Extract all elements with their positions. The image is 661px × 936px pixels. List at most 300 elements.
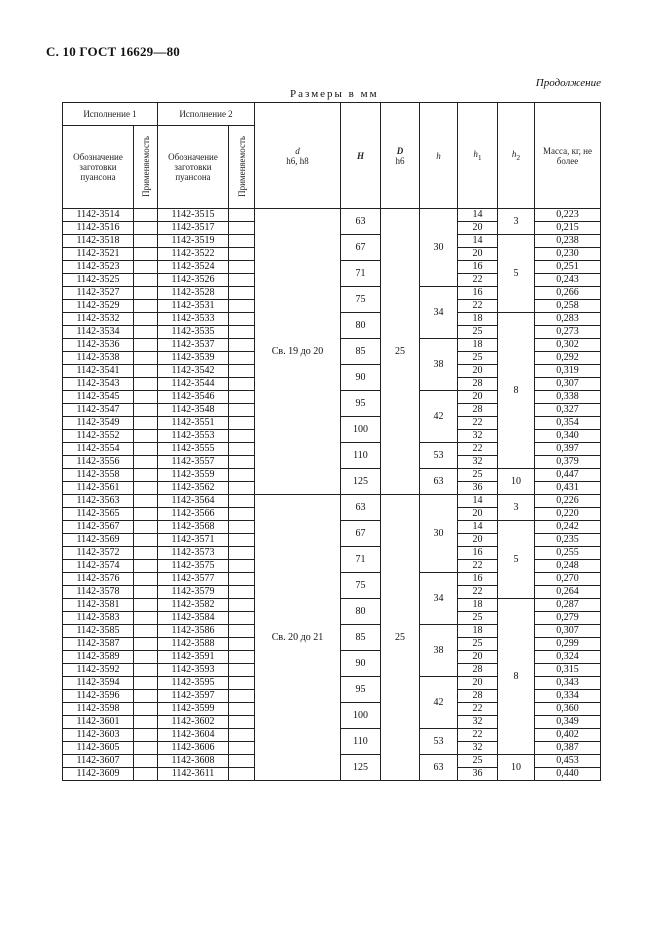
h-cell: 34	[420, 573, 458, 625]
applicability2-cell	[229, 664, 255, 677]
h1-cell: 16	[458, 287, 498, 300]
applicability1-cell	[134, 222, 158, 235]
h2-cell: 8	[498, 313, 535, 469]
h1-cell: 18	[458, 339, 498, 352]
designation2-header: Обозначение заготовки пуансона	[158, 126, 229, 209]
designation1-cell: 1142-3521	[63, 248, 134, 261]
designation1-header: Обозначение заготовки пуансона	[63, 126, 134, 209]
h-cell: 30	[420, 495, 458, 573]
applicability2-cell	[229, 248, 255, 261]
H-cell: 85	[341, 339, 381, 365]
designation1-cell: 1142-3587	[63, 638, 134, 651]
H-cell: 110	[341, 729, 381, 755]
page-header: С. 10 ГОСТ 16629—80	[46, 44, 180, 59]
designation1-cell: 1142-3567	[63, 521, 134, 534]
mass-cell: 0,273	[535, 326, 601, 339]
h2-header: $h_2$	[498, 103, 535, 209]
applicability1-cell	[134, 209, 158, 222]
h1-cell: 25	[458, 638, 498, 651]
H-cell: 110	[341, 443, 381, 469]
designation1-cell: 1142-3565	[63, 508, 134, 521]
designation1-cell: 1142-3581	[63, 599, 134, 612]
h1-cell: 28	[458, 664, 498, 677]
mass-cell: 0,349	[535, 716, 601, 729]
applicability1-cell	[134, 482, 158, 495]
H-cell: 125	[341, 469, 381, 495]
applicability1-cell	[134, 365, 158, 378]
applicability2-cell	[229, 391, 255, 404]
applicability2-cell	[229, 625, 255, 638]
mass-cell: 0,230	[535, 248, 601, 261]
designation2-cell: 1142-3606	[158, 742, 229, 755]
applicability2-cell	[229, 209, 255, 222]
h1-cell: 20	[458, 651, 498, 664]
H-cell: 95	[341, 677, 381, 703]
h2-cell: 5	[498, 521, 535, 599]
h1-cell: 22	[458, 300, 498, 313]
h1-cell: 36	[458, 482, 498, 495]
h1-cell: 20	[458, 365, 498, 378]
designation1-cell: 1142-3516	[63, 222, 134, 235]
h1-cell: 28	[458, 378, 498, 391]
designation1-cell: 1142-3554	[63, 443, 134, 456]
h2-cell: 8	[498, 599, 535, 755]
designation2-cell: 1142-3584	[158, 612, 229, 625]
applicability2-cell	[229, 443, 255, 456]
applicability2-cell	[229, 573, 255, 586]
applicability1-cell	[134, 560, 158, 573]
designation2-cell: 1142-3559	[158, 469, 229, 482]
applicability1-cell	[134, 729, 158, 742]
D-cell: 25	[381, 209, 420, 495]
designation2-cell: 1142-3557	[158, 456, 229, 469]
applicability1-cell	[134, 768, 158, 781]
mass-cell: 0,324	[535, 651, 601, 664]
designation1-cell: 1142-3525	[63, 274, 134, 287]
applicability2-cell	[229, 547, 255, 560]
applicability2-cell	[229, 703, 255, 716]
applicability1-cell	[134, 599, 158, 612]
h-cell: 42	[420, 391, 458, 443]
H-cell: 90	[341, 365, 381, 391]
applicability1-cell	[134, 430, 158, 443]
designation1-cell: 1142-3596	[63, 690, 134, 703]
designation2-cell: 1142-3551	[158, 417, 229, 430]
designation2-cell: 1142-3611	[158, 768, 229, 781]
applicability2-cell	[229, 651, 255, 664]
mass-cell: 0,397	[535, 443, 601, 456]
applicability1-cell	[134, 261, 158, 274]
designation2-cell: 1142-3544	[158, 378, 229, 391]
H-cell: 63	[341, 495, 381, 521]
H-cell: 125	[341, 755, 381, 781]
applicability1-cell	[134, 274, 158, 287]
mass-header: Масса, кг, не более	[535, 103, 601, 209]
applicability1-cell	[134, 313, 158, 326]
h1-cell: 22	[458, 729, 498, 742]
applicability2-cell	[229, 404, 255, 417]
mass-cell: 0,270	[535, 573, 601, 586]
h1-cell: 18	[458, 313, 498, 326]
h1-cell: 25	[458, 352, 498, 365]
H-cell: 63	[341, 209, 381, 235]
applicability2-cell	[229, 352, 255, 365]
applicability2-cell	[229, 222, 255, 235]
applicability2-cell	[229, 313, 255, 326]
designation1-cell: 1142-3574	[63, 560, 134, 573]
D-header: D h6	[381, 103, 420, 209]
designation1-cell: 1142-3572	[63, 547, 134, 560]
h1-cell: 36	[458, 768, 498, 781]
designation1-cell: 1142-3543	[63, 378, 134, 391]
table-row	[63, 495, 601, 508]
applicability2-cell	[229, 716, 255, 729]
designation2-cell: 1142-3515	[158, 209, 229, 222]
designation2-cell: 1142-3591	[158, 651, 229, 664]
designation1-cell: 1142-3529	[63, 300, 134, 313]
h1-cell: 32	[458, 716, 498, 729]
mass-cell: 0,402	[535, 729, 601, 742]
designation1-cell: 1142-3603	[63, 729, 134, 742]
h1-cell: 16	[458, 261, 498, 274]
d-cell: Св. 19 до 20	[255, 209, 341, 495]
h1-cell: 14	[458, 495, 498, 508]
designation2-cell: 1142-3608	[158, 755, 229, 768]
mass-cell: 0,334	[535, 690, 601, 703]
designation2-cell: 1142-3566	[158, 508, 229, 521]
H-cell: 67	[341, 521, 381, 547]
h1-cell: 22	[458, 560, 498, 573]
designation2-cell: 1142-3555	[158, 443, 229, 456]
mass-cell: 0,299	[535, 638, 601, 651]
designation2-cell: 1142-3517	[158, 222, 229, 235]
h1-cell: 18	[458, 599, 498, 612]
designation1-cell: 1142-3609	[63, 768, 134, 781]
h1-cell: 22	[458, 274, 498, 287]
designation2-cell: 1142-3528	[158, 287, 229, 300]
applicability2-cell	[229, 339, 255, 352]
applicability1-cell	[134, 690, 158, 703]
mass-cell: 0,292	[535, 352, 601, 365]
h1-cell: 22	[458, 586, 498, 599]
mass-cell: 0,340	[535, 430, 601, 443]
designation2-cell: 1142-3582	[158, 599, 229, 612]
designation2-cell: 1142-3531	[158, 300, 229, 313]
designation2-cell: 1142-3539	[158, 352, 229, 365]
applicability2-cell	[229, 690, 255, 703]
applicability1-cell	[134, 287, 158, 300]
applicability2-cell	[229, 469, 255, 482]
designation1-cell: 1142-3534	[63, 326, 134, 339]
h1-cell: 22	[458, 703, 498, 716]
applicability2-cell	[229, 755, 255, 768]
applicability2-cell	[229, 521, 255, 534]
mass-cell: 0,343	[535, 677, 601, 690]
designation1-cell: 1142-3532	[63, 313, 134, 326]
applicability2-cell	[229, 677, 255, 690]
h1-cell: 25	[458, 755, 498, 768]
designation1-cell: 1142-3549	[63, 417, 134, 430]
h1-cell: 16	[458, 573, 498, 586]
designation1-cell: 1142-3547	[63, 404, 134, 417]
designation2-cell: 1142-3546	[158, 391, 229, 404]
designation2-cell: 1142-3602	[158, 716, 229, 729]
mass-cell: 0,238	[535, 235, 601, 248]
h-cell: 63	[420, 469, 458, 495]
designation1-cell: 1142-3561	[63, 482, 134, 495]
applicability1-cell	[134, 326, 158, 339]
D-cell: 25	[381, 495, 420, 781]
H-cell: 85	[341, 625, 381, 651]
applicability1-cell	[134, 248, 158, 261]
applicability2-cell	[229, 261, 255, 274]
applicability2-cell	[229, 638, 255, 651]
H-cell: 67	[341, 235, 381, 261]
d-cell: Св. 20 до 21	[255, 495, 341, 781]
applicability2-cell	[229, 300, 255, 313]
mass-cell: 0,431	[535, 482, 601, 495]
h1-cell: 18	[458, 625, 498, 638]
h1-cell: 25	[458, 612, 498, 625]
applicability1-cell	[134, 612, 158, 625]
h1-cell: 32	[458, 430, 498, 443]
h-cell: 53	[420, 443, 458, 469]
designation1-cell: 1142-3598	[63, 703, 134, 716]
d-header: d h6, h8	[255, 103, 341, 209]
applicability2-cell	[229, 586, 255, 599]
applicability2-cell	[229, 430, 255, 443]
mass-cell: 0,453	[535, 755, 601, 768]
applicability2-cell	[229, 482, 255, 495]
applicability1-cell	[134, 755, 158, 768]
designation2-cell: 1142-3535	[158, 326, 229, 339]
applicability2-cell	[229, 417, 255, 430]
designation1-cell: 1142-3607	[63, 755, 134, 768]
designation1-cell: 1142-3576	[63, 573, 134, 586]
applicability1-cell	[134, 664, 158, 677]
h1-cell: 20	[458, 391, 498, 404]
designation1-cell: 1142-3589	[63, 651, 134, 664]
h1-header: $h_1$	[458, 103, 498, 209]
applicability2-cell	[229, 235, 255, 248]
designation1-cell: 1142-3585	[63, 625, 134, 638]
mass-cell: 0,220	[535, 508, 601, 521]
designation1-cell: 1142-3594	[63, 677, 134, 690]
applicability1-cell	[134, 573, 158, 586]
continuation-label: Продолжение	[535, 77, 601, 89]
h-cell: 53	[420, 729, 458, 755]
mass-cell: 0,319	[535, 365, 601, 378]
applicability1-cell	[134, 716, 158, 729]
H-cell: 100	[341, 417, 381, 443]
h-cell: 38	[420, 339, 458, 391]
mass-cell: 0,315	[535, 664, 601, 677]
h1-cell: 14	[458, 209, 498, 222]
mass-cell: 0,387	[535, 742, 601, 755]
h1-cell: 20	[458, 248, 498, 261]
designation2-cell: 1142-3548	[158, 404, 229, 417]
designation2-cell: 1142-3595	[158, 677, 229, 690]
designation2-cell: 1142-3562	[158, 482, 229, 495]
h1-cell: 14	[458, 521, 498, 534]
designation2-cell: 1142-3553	[158, 430, 229, 443]
h1-cell: 32	[458, 742, 498, 755]
mass-cell: 0,338	[535, 391, 601, 404]
designation1-cell: 1142-3523	[63, 261, 134, 274]
designation2-cell: 1142-3573	[158, 547, 229, 560]
applicability1-cell	[134, 638, 158, 651]
designation2-cell: 1142-3542	[158, 365, 229, 378]
h-cell: 30	[420, 209, 458, 287]
h2-cell: 3	[498, 495, 535, 521]
dimensions-table	[62, 102, 601, 781]
mass-cell: 0,279	[535, 612, 601, 625]
applicability1-cell	[134, 534, 158, 547]
h2-cell: 10	[498, 469, 535, 495]
designation1-cell: 1142-3558	[63, 469, 134, 482]
h1-cell: 28	[458, 404, 498, 417]
h1-cell: 25	[458, 469, 498, 482]
h1-cell: 28	[458, 690, 498, 703]
designation1-cell: 1142-3592	[63, 664, 134, 677]
applicability2-cell	[229, 456, 255, 469]
mass-cell: 0,440	[535, 768, 601, 781]
h2-cell: 5	[498, 235, 535, 313]
designation2-cell: 1142-3533	[158, 313, 229, 326]
applicability1-cell	[134, 547, 158, 560]
mass-cell: 0,251	[535, 261, 601, 274]
designation2-cell: 1142-3604	[158, 729, 229, 742]
h1-cell: 22	[458, 417, 498, 430]
designation1-cell: 1142-3536	[63, 339, 134, 352]
applicability1-header: Применяемость	[134, 126, 158, 209]
applicability1-cell	[134, 417, 158, 430]
mass-cell: 0,354	[535, 417, 601, 430]
applicability2-cell	[229, 560, 255, 573]
table-row	[63, 209, 601, 222]
applicability1-cell	[134, 495, 158, 508]
applicability2-cell	[229, 612, 255, 625]
applicability1-cell	[134, 456, 158, 469]
H-cell: 75	[341, 573, 381, 599]
mass-cell: 0,307	[535, 625, 601, 638]
applicability1-cell	[134, 625, 158, 638]
h1-cell: 14	[458, 235, 498, 248]
applicability1-cell	[134, 391, 158, 404]
H-cell: 95	[341, 391, 381, 417]
h2-cell: 10	[498, 755, 535, 781]
designation1-cell: 1142-3605	[63, 742, 134, 755]
H-cell: 80	[341, 599, 381, 625]
h1-cell: 25	[458, 326, 498, 339]
designation2-cell: 1142-3575	[158, 560, 229, 573]
designation1-cell: 1142-3569	[63, 534, 134, 547]
applicability1-cell	[134, 443, 158, 456]
applicability2-cell	[229, 326, 255, 339]
H-cell: 75	[341, 287, 381, 313]
designation2-cell: 1142-3588	[158, 638, 229, 651]
H-cell: 90	[341, 651, 381, 677]
mass-cell: 0,258	[535, 300, 601, 313]
mass-cell: 0,447	[535, 469, 601, 482]
applicability1-cell	[134, 469, 158, 482]
mass-cell: 0,243	[535, 274, 601, 287]
designation1-cell: 1142-3601	[63, 716, 134, 729]
H-cell: 100	[341, 703, 381, 729]
designation2-cell: 1142-3571	[158, 534, 229, 547]
designation2-cell: 1142-3526	[158, 274, 229, 287]
applicability2-cell	[229, 365, 255, 378]
applicability1-cell	[134, 378, 158, 391]
mass-cell: 0,327	[535, 404, 601, 417]
designation2-cell: 1142-3568	[158, 521, 229, 534]
applicability1-cell	[134, 300, 158, 313]
mass-cell: 0,264	[535, 586, 601, 599]
designation1-cell: 1142-3552	[63, 430, 134, 443]
applicability1-cell	[134, 352, 158, 365]
mass-cell: 0,360	[535, 703, 601, 716]
h1-cell: 22	[458, 443, 498, 456]
h1-cell: 20	[458, 534, 498, 547]
h1-cell: 32	[458, 456, 498, 469]
mass-cell: 0,307	[535, 378, 601, 391]
mass-cell: 0,242	[535, 521, 601, 534]
applicability1-cell	[134, 703, 158, 716]
designation1-cell: 1142-3538	[63, 352, 134, 365]
H-cell: 80	[341, 313, 381, 339]
applicability2-cell	[229, 508, 255, 521]
variant2-header: Исполнение 2	[158, 103, 255, 126]
designation1-cell: 1142-3578	[63, 586, 134, 599]
designation2-cell: 1142-3524	[158, 261, 229, 274]
applicability1-cell	[134, 404, 158, 417]
h-cell: 42	[420, 677, 458, 729]
designation2-cell: 1142-3537	[158, 339, 229, 352]
applicability1-cell	[134, 651, 158, 664]
designation2-cell: 1142-3593	[158, 664, 229, 677]
applicability2-cell	[229, 742, 255, 755]
dimensions-caption: Размеры в мм	[290, 88, 379, 100]
applicability1-cell	[134, 235, 158, 248]
applicability1-cell	[134, 586, 158, 599]
applicability1-cell	[134, 677, 158, 690]
designation1-cell: 1142-3541	[63, 365, 134, 378]
designation2-cell: 1142-3577	[158, 573, 229, 586]
h2-cell: 3	[498, 209, 535, 235]
applicability2-cell	[229, 729, 255, 742]
h-cell: 38	[420, 625, 458, 677]
mass-cell: 0,266	[535, 287, 601, 300]
designation1-cell: 1142-3583	[63, 612, 134, 625]
applicability2-cell	[229, 534, 255, 547]
applicability2-cell	[229, 274, 255, 287]
mass-cell: 0,223	[535, 209, 601, 222]
H-cell: 71	[341, 261, 381, 287]
H-cell: 71	[341, 547, 381, 573]
designation2-cell: 1142-3519	[158, 235, 229, 248]
mass-cell: 0,235	[535, 534, 601, 547]
applicability1-cell	[134, 521, 158, 534]
designation1-cell: 1142-3556	[63, 456, 134, 469]
applicability1-cell	[134, 508, 158, 521]
mass-cell: 0,255	[535, 547, 601, 560]
h1-cell: 20	[458, 677, 498, 690]
mass-cell: 0,302	[535, 339, 601, 352]
h-header: h	[420, 103, 458, 209]
designation1-cell: 1142-3514	[63, 209, 134, 222]
applicability2-cell	[229, 378, 255, 391]
mass-cell: 0,248	[535, 560, 601, 573]
